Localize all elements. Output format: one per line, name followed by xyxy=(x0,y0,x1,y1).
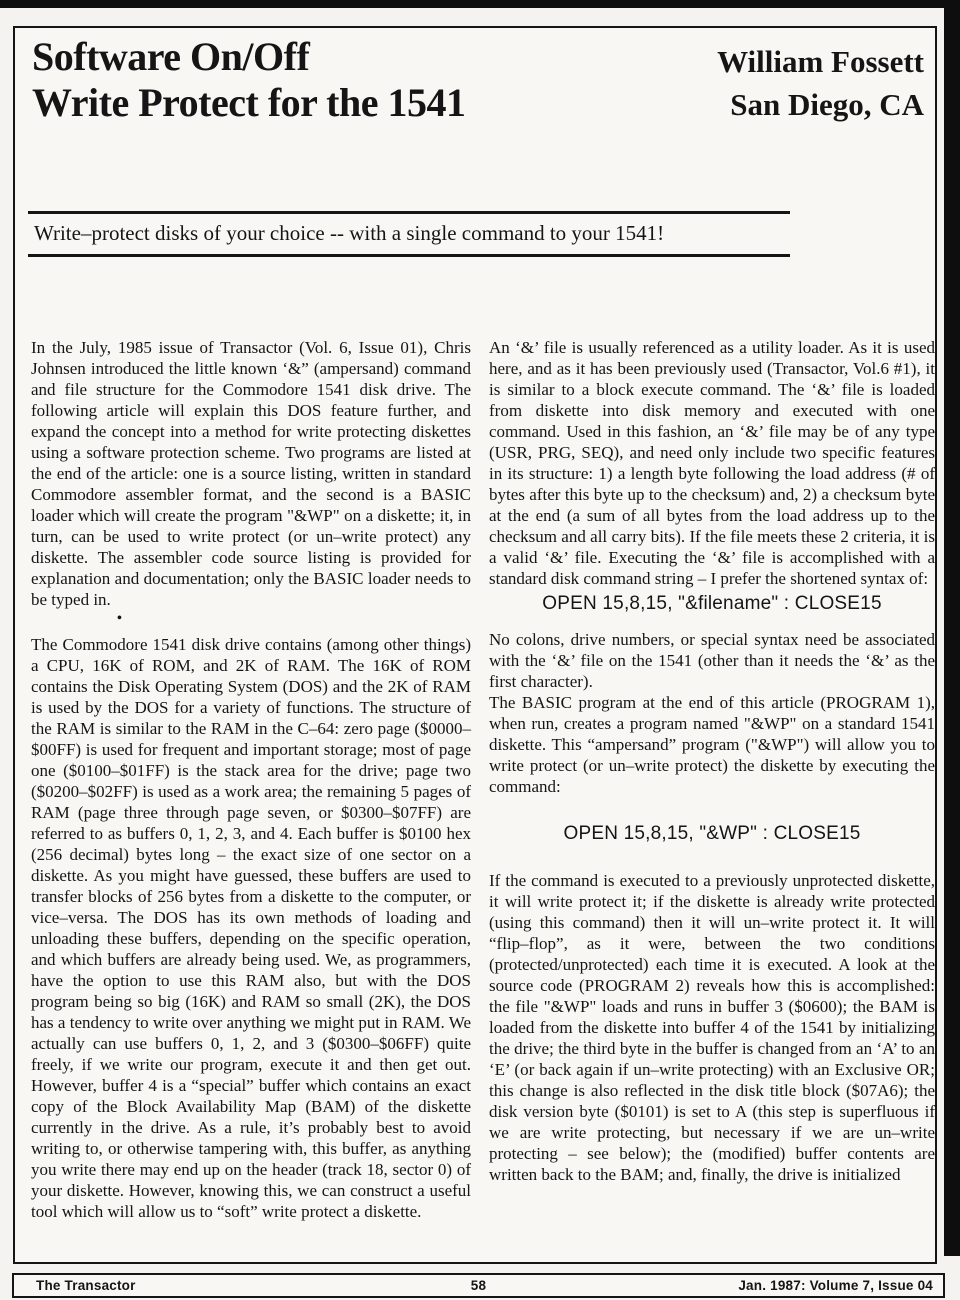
scan-edge-top xyxy=(0,0,960,8)
article-paragraph: If the command is executed to a previously unprotected diskette, it will write protect it; if the diskette is already write protected (using this command) then it will un–write protect it. It will “flip–flop”, as it were, between the two conditions (protected/unprotected) each time it is executed. A look at the source code (PROGRAM 2) reveals how this is accomplished: the file "&WP" loads and runs in buffer 3 ($0600); the BAM is loaded from the diskette into buffer 4 of the 1541 by initializing the drive; the third byte in the buffer is changed from an ‘A’ to an ‘E’ (or back again if un–write protecting) with an Exclusive OR; this change is also reflected in the disk title block ($07A6); the disk version byte ($0101) is set to A (this step is superfluous if we are write protecting, but necessary if we are un–write protecting – see below); the (modified) buffer contents are written back to the BAM; and, finally, the drive is initialized xyxy=(489,871,935,1184)
article-paragraph: In the July, 1985 issue of Transactor (Vol. 6, Issue 01), Chris Johnsen introduced the little known ‘&” (ampersand) command and file structure for the Commodore 1541 disk drive. The following article will explain this DOS feature further, and expand the concept into a method for write protecting diskettes using a software protection scheme. Two programs are listed at the end of the article: one is a source listing, written in standard Commodore assembler format, and the second is a BASIC loader which will create the program "&WP" on a diskette; it, in turn, can be used to write protect (or un–write protect) any diskette. The assembler code source listing is provided for explanation and documentation; only the BASIC loader needs to be typed in. xyxy=(31,338,471,609)
code-command-line: OPEN 15,8,15, "&filename" : CLOSE15 xyxy=(542,593,882,614)
code-command-line: OPEN 15,8,15, "&WP" : CLOSE15 xyxy=(563,823,861,844)
article-column-right xyxy=(489,337,935,1185)
author-location-line: San Diego, CA xyxy=(730,87,924,122)
footer-magazine-name: The Transactor xyxy=(36,1278,136,1293)
footer-page-number: 58 xyxy=(470,1278,487,1293)
article-tagline xyxy=(28,211,790,257)
author-name-line: William Fossett xyxy=(717,44,924,79)
article-paragraph: The Commodore 1541 disk drive contains (among other things) a CPU, 16K of ROM, and 2K of RAM. The 16K of ROM contains the Disk Operating System (DOS) and the 2K of RAM is used by the DOS for a variety of functions. The structure of the RAM is similar to the RAM in the C–64: zero page ($0000–$00FF) is used for frequent and important storage; most of page one ($0100–$01FF) is the stack area for the drive; page two ($0200–$02FF) is used as a work area; the remaining 5 pages of RAM (page three through page seven, or $0300–$07FF) are referred to as buffers 0, 1, 2, 3, and 4. Each buffer is $0100 hex (256 decimal) bytes long – the exact size of one sector on a diskette. As you might have guessed, these buffers are used to transfer blocks of 256 bytes from a diskette to the computer, or vice–versa. The DOS has its own methods of loading and unloading these buffers, depending on the specific operation, and which buffers are already being used. We, as programmers, have the option to use this RAM also, but with the DOS program being so big (16K) and RAM so small (2K), the DOS has a tendency to write over anything we might put in RAM. We actually can use buffers 0, 1, 2, and 3 ($0300–$06FF) quite freely, if we write our program, execute it and then get out. However, buffer 4 is a “special” buffer which contains an exact copy of the Block Availability Map (BAM) of the diskette currently in the drive. As a rule, it’s probably best to avoid writing to, or otherwise tampering with, this buffer, as anything you write there may end up on the header (track 18, sector 0) of your diskette. However, knowing this, we can construct a useful tool which will allow us to “soft” write protect a diskette. xyxy=(31,635,471,1221)
article-column-left xyxy=(31,337,471,1222)
author-name xyxy=(717,40,924,126)
page-title xyxy=(32,34,466,126)
page-footer xyxy=(12,1273,945,1298)
page-title-line1: Software On/Off xyxy=(32,34,310,79)
article-paragraph: An ‘&’ file is usually referenced as a utility loader. As it is used here, and as it has been previously used (Transactor, Vol.6 #1), it is similar to a block execute command. The ‘&’ file is loaded from diskette into disk memory and executed with one command. Used in this fashion, an ‘&’ file may be of any type (USR, PRG, SEQ), and need only include two specific features in its structure: 1) a length byte following the load address (# of bytes after this byte up to the checksum) and, 2) a checksum byte at the end (a sum of all bytes from the load address up to the checksum and all carry bits). If the file meets these 2 criteria, it is a valid ‘&’ file. Executing the ‘&’ file is accomplished with a standard disk command string – I prefer the shortened syntax of: xyxy=(489,338,935,588)
footer-issue-info: Jan. 1987: Volume 7, Issue 04 xyxy=(738,1278,933,1293)
article-paragraph: The BASIC program at the end of this article (PROGRAM 1), when run, creates a program named "&WP" on a standard 1541 diskette. This “ampersand” program ("&WP") will allow you to write protect (or un–write protect) the diskette by executing the command: xyxy=(489,693,935,796)
section-separator-dot: • xyxy=(117,611,122,626)
article-tagline-text: Write–protect disks of your choice -- with a single command to your 1541! xyxy=(34,221,665,245)
page-title-line2: Write Protect for the 1541 xyxy=(32,80,466,125)
scan-edge-right xyxy=(944,0,960,1256)
article-paragraph: No colons, drive numbers, or special syntax need be associated with the ‘&’ file on the 1541 (other than it needs the ‘&’ as the first character). xyxy=(489,630,935,691)
